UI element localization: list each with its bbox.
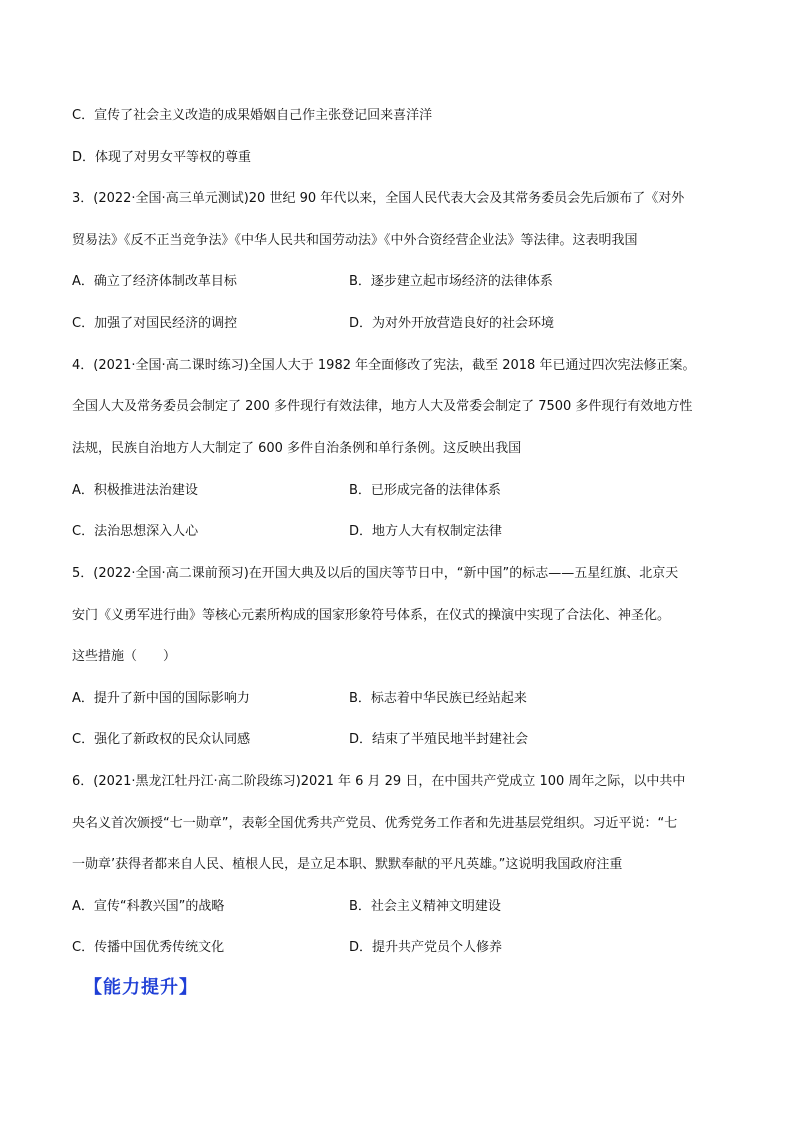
q4-stem-line1: 4．(2021·全国·高二课时练习)全国人大于 1982 年全面修改了宪法，截至 2018 年已通过四次宪法修正案。	[72, 358, 696, 373]
q5-stem-line2: 安门《义勇军进行曲》等核心元素所构成的国家形象符号体系，在仪式的操演中实现了合法化、神圣化。	[72, 608, 671, 623]
q4-option-c: C．法治思想深入人心	[72, 524, 199, 539]
q2-option-c: C．宣传了社会主义改造的成果婚姻自己作主张登记回来喜洋洋	[72, 108, 433, 123]
q4-option-d: D．地方人大有权制定法律	[349, 524, 503, 539]
q4-stem-line2: 全国人大及常务委员会制定了 200 多件现行有效法律，地方人大及常委会制定了 7500 多件现行有效地方性	[72, 399, 693, 414]
q4-stem-line3: 法规，民族自治地方人大制定了 600 多件自治条例和单行条例。这反映出我国	[72, 441, 522, 456]
q3-option-d: D．为对外开放营造良好的社会环境	[349, 316, 555, 331]
q3-stem-line1: 3．(2022·全国·高三单元测试)20 世纪 90 年代以来，全国人民代表大会及其常务委员会先后颁布了《对外	[72, 191, 685, 206]
q5-option-b: B．标志着中华民族已经站起来	[349, 691, 527, 706]
q6-option-b: B．社会主义精神文明建设	[349, 899, 501, 914]
section-heading: 【能力提升】	[84, 977, 198, 998]
q5-option-a: A．提升了新中国的国际影响力	[72, 691, 250, 706]
q3-option-c: C．加强了对国民经济的调控	[72, 316, 238, 331]
q5-stem-line3: 这些措施（ ）	[72, 649, 177, 664]
q5-stem-line1: 5．(2022·全国·高二课前预习)在开国大典及以后的国庆等节日中，“新中国”的标志——五星红旗、北京天	[72, 566, 679, 581]
q6-stem-line1: 6．(2021·黑龙江牡丹江·高二阶段练习)2021 年 6 月 29 日，在中国共产党成立 100 周年之际，以中共中	[72, 774, 686, 789]
q6-option-c: C．传播中国优秀传统文化	[72, 940, 225, 955]
q4-option-b: B．已形成完备的法律体系	[349, 483, 501, 498]
q6-stem-line3: 一勋章’获得者都来自人民、植根人民，是立足本职、默默奉献的平凡英雄。”这说明我国政府注重	[72, 857, 623, 872]
q3-option-a: A．确立了经济体制改革目标	[72, 274, 237, 289]
q5-option-d: D．结束了半殖民地半封建社会	[349, 732, 529, 747]
q3-stem-line2: 贸易法》《反不正当竞争法》《中华人民共和国劳动法》《中外合资经营企业法》等法律。这表明我国	[72, 233, 638, 248]
q2-option-d: D．体现了对男女平等权的尊重	[72, 150, 252, 165]
q3-option-b: B．逐步建立起市场经济的法律体系	[349, 274, 553, 289]
q6-option-a: A．宣传“科教兴国”的战略	[72, 899, 225, 914]
q5-option-c: C．强化了新政权的民众认同感	[72, 732, 251, 747]
q6-stem-line2: 央名义首次颁授“七一勋章”，表彰全国优秀共产党员、优秀党务工作者和先进基层党组织。习近平说：“七	[72, 816, 678, 831]
q4-option-a: A．积极推进法治建设	[72, 483, 198, 498]
q6-option-d: D．提升共产党员个人修养	[349, 940, 503, 955]
